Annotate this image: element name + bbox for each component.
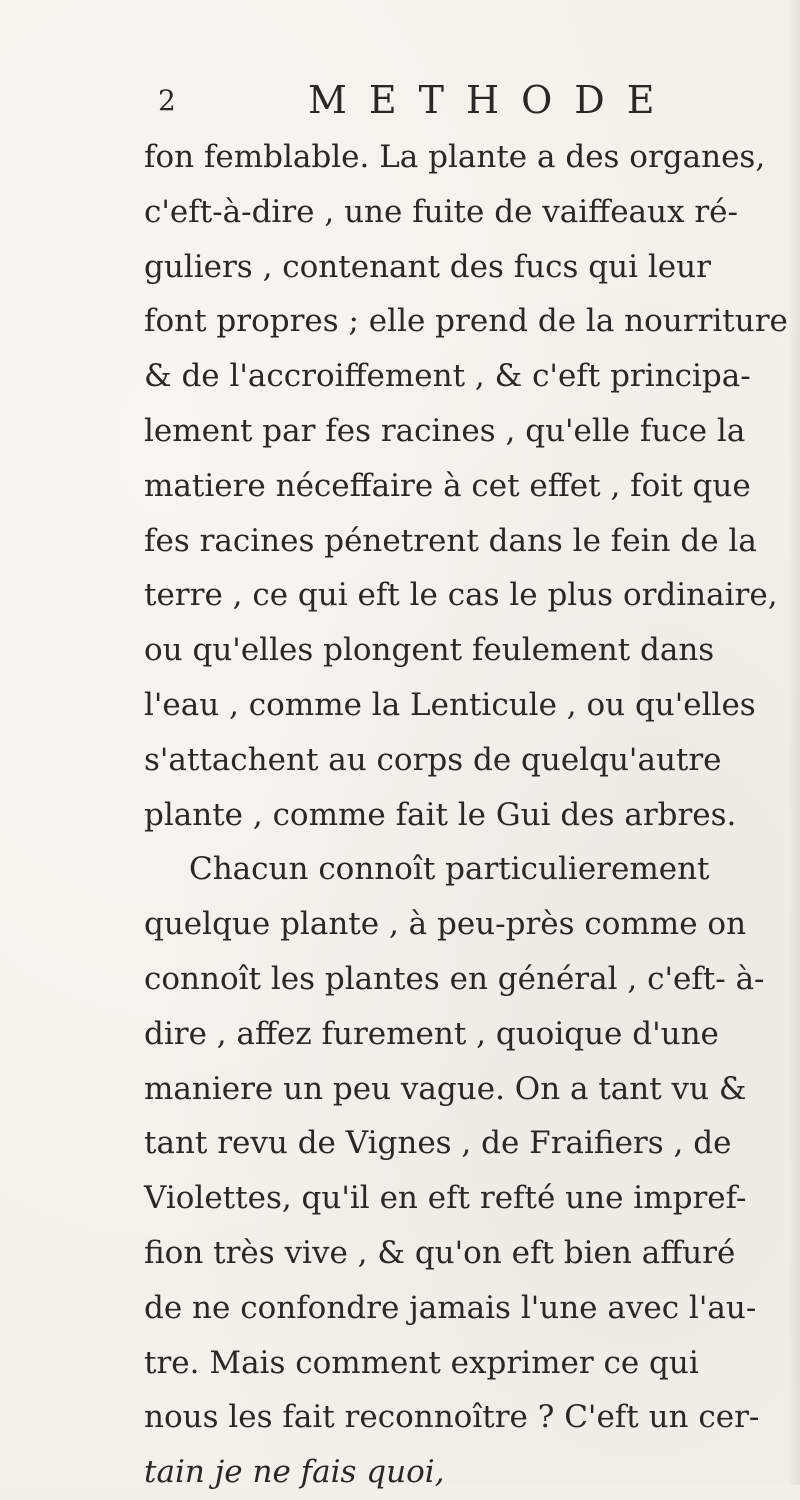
page-number: 2 [158,84,177,117]
text-line: guliers , contenant des fucs qui leur [144,248,711,285]
text-line: nous les fait reconnoître ? C'eft un cer- [144,1399,760,1436]
text-line: ou qu'elles plongent feulement dans [144,632,715,669]
text-line: & de l'accroiffement , & c'eft principa- [144,358,751,395]
paragraph-start-line: Chacun connoît particulierement [189,851,710,888]
text-line: fon femblable. La plante a des organes, [144,139,766,175]
text-line: matiere néceffaire à cet effet , foit que [144,467,751,504]
body-text [144,130,788,1500]
text-line: fes racines pénetrent dans le fein de la [144,522,757,559]
text-line: tant revu de Vignes , de Fraifiers , de [144,1125,732,1162]
text-line: tre. Mais comment exprimer ce qui [144,1344,699,1381]
text-line: connoît les plantes en général , c'eft- à- [144,960,765,997]
text-line: maniere un peu vague. On a tant vu & [144,1070,747,1107]
text-line: de ne confondre jamais l'une avec l'au- [144,1289,757,1326]
page-header [158,78,677,128]
text-line: plante , comme fait le Gui des arbres. [144,796,737,833]
text-line: l'eau , comme la Lenticule , ou qu'elles [144,686,756,723]
text-line: fion très vive , & qu'on eft bien affuré [144,1234,736,1271]
text-line: font propres ; elle prend de la nourriture [144,303,788,340]
running-title: METHODE [308,78,677,122]
text-line: Violettes, qu'il en eft refté une impref- [144,1180,747,1217]
text-line: s'attachent au corps de quelqu'autre [144,741,722,778]
text-line: lement par fes racines , qu'elle fuce la [144,412,746,449]
text-line: c'eft-à-dire , une fuite de vaiffeaux ré- [144,193,738,230]
text-line: quelque plante , à peu-près comme on [144,906,747,943]
text-line: dire , affez furement , quoique d'une [144,1015,719,1052]
text-line: terre , ce qui eft le cas le plus ordinaire, [144,577,778,614]
page-edge-shadow [788,0,800,1485]
text-line-italic: tain je ne fais quoi, [144,1454,445,1491]
